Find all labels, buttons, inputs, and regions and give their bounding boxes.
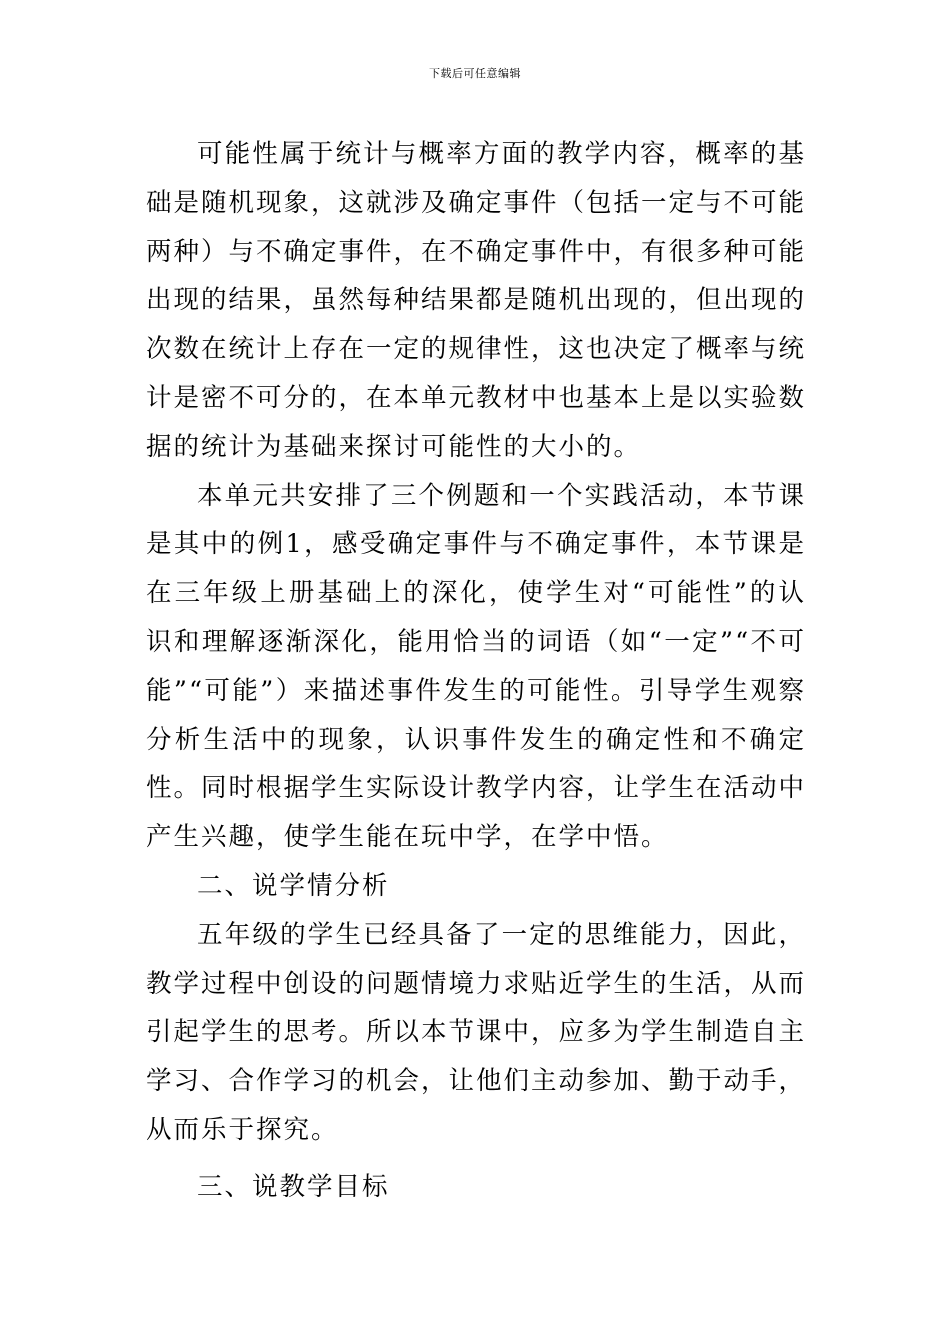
section-heading-teaching-goals: 三、说教学目标 bbox=[197, 1171, 390, 1202]
document-body bbox=[146, 130, 806, 1212]
paragraph-probability-content: 可能性属于统计与概率方面的教学内容，概率的基础是随机现象，这就涉及确定事件（包括一定与不可能两种）与不确定事件，在不确定事件中，有很多种可能出现的结果，虽然每种结果都是随机出现的，但出现的次数在统计上存在一定的规律性，这也决定了概率与统计是密不可分的，在本单元教材中也基本上是以实验数据的统计为基础来探讨可能性的大小的。 bbox=[146, 139, 807, 462]
paragraph-student-analysis: 五年级的学生已经具备了一定的思维能力，因此，教学过程中创设的问题情境力求贴近学生的生活，从而引起学生的思考。所以本节课中，应多为学生制造自主学习、合作学习的机会，让他们主动参加、勤于动手，从而乐于探究。 bbox=[146, 919, 807, 1145]
paragraph-unit-arrangement: 本单元共安排了三个例题和一个实践活动，本节课是其中的例1，感受确定事件与不确定事件，本节课是在三年级上册基础上的深化，使学生对“可能性”的认识和理解逐渐深化，能用恰当的词语（如“一定”“不可能”“可能”）来描述事件发生的可能性。引导学生观察分析生活中的现象，认识事件发生的确定性和不确定性。同时根据学生实际设计教学内容，让学生在活动中产生兴趣，使学生能在玩中学，在学中悟。 bbox=[146, 480, 807, 853]
header-note: 下载后可任意编辑 bbox=[429, 67, 521, 80]
section-heading-student-analysis: 二、说学情分析 bbox=[197, 870, 390, 901]
